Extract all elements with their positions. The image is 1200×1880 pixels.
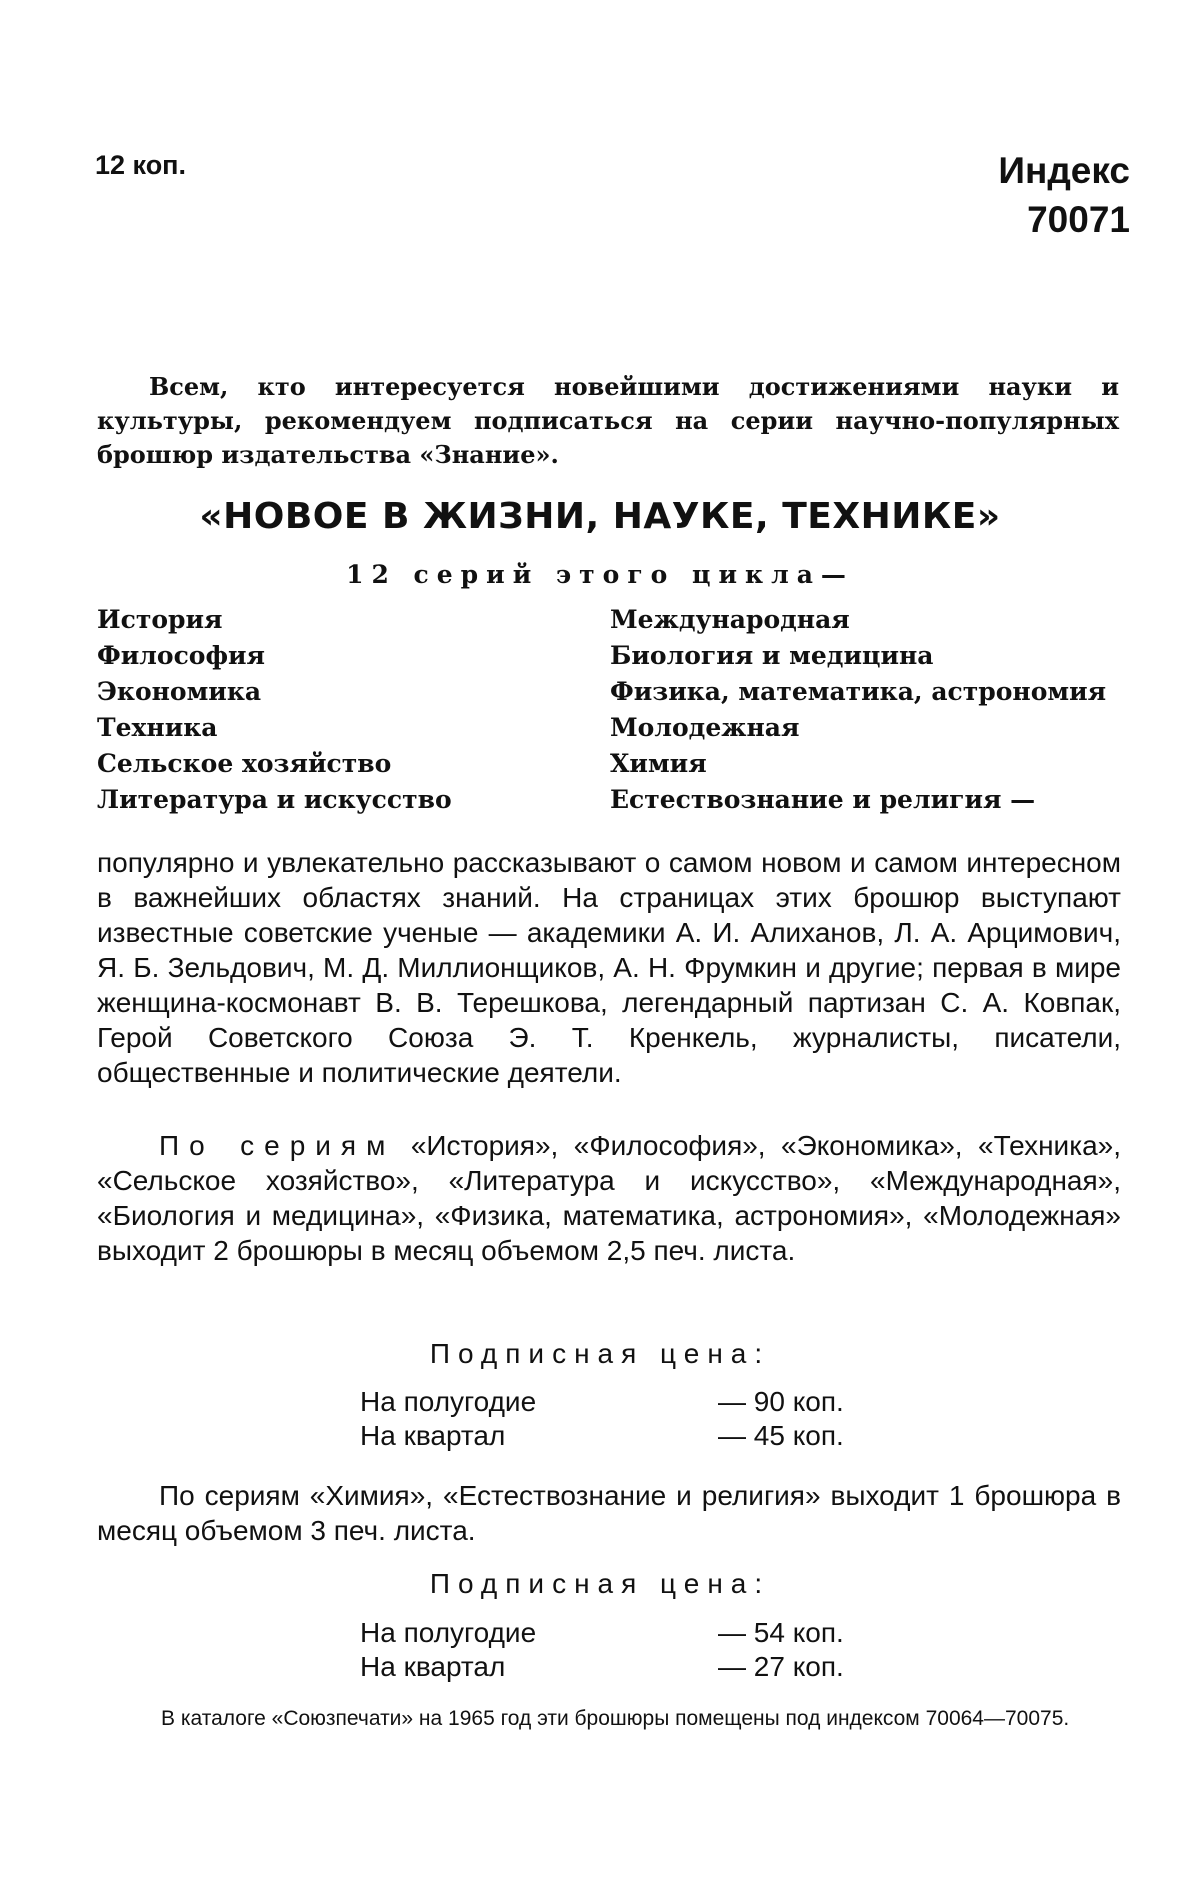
intro-paragraph: Всем, кто интересуется новейшими достижениями науки и культуры, рекомендуем подписаться на серии научно-популярных брошюр издательства «Знание». — [97, 372, 1119, 469]
subscription-price-heading: Подписная цена: — [429, 1568, 771, 1599]
series-item: Биология и медицина — [610, 641, 934, 670]
half-year-label: На полугодие — [360, 1386, 537, 1417]
series-item: Физика, математика, астрономия — [610, 677, 1107, 706]
series-item: Молодежная — [610, 713, 800, 742]
series-list-right — [610, 602, 1106, 818]
quarter-price: — 27 коп. — [718, 1651, 844, 1682]
subscription-index — [980, 146, 1130, 244]
half-year-price: — 90 коп. — [718, 1386, 844, 1417]
series-count-line: 12 серий этого цикла— — [346, 560, 854, 589]
spaced-lead: По сериям — [159, 1130, 396, 1161]
half-year-label: На полугодие — [360, 1617, 537, 1648]
catalog-footnote: В каталоге «Союзпечати» на 1965 год эти брошюры помещены под индексом 70064—70075. — [161, 1707, 1070, 1730]
series-item: Естествознание и религия — — [610, 785, 1036, 814]
series-list-left — [97, 602, 452, 818]
body-paragraph-1: популярно и увлекательно рассказывают о самом новом и самом интересном в важнейших областях знаний. На страницах этих брошюр выступают известные советские ученые — академики А. И. Алиханов, Л. А. Арцимович, Я. Б. Зельдович, М. Д. Миллионщиков, А. Н. Фрумкин и другие; первая в мире женщина-космонавт В. В. Терешкова, легендарный партизан С. А. Ковпак, Герой Советского Союза Э. Т. Кренкель, журналисты, писатели, общественные и политические деятели. — [97, 847, 1121, 1088]
series-item: Техника — [97, 713, 218, 742]
quarter-label: На квартал — [360, 1420, 506, 1451]
paragraph-text: «История», «Философия», «Экономика», «Техника», «Сельское хозяйство», «Литература и искусство», «Международная», «Биология и медицина», «Физика, математика, астрономия», «Молодежная» выходит 2 брошюры в месяц объемом 2,5 печ. листа. — [97, 1130, 1121, 1266]
series-item: История — [97, 605, 223, 634]
subscription-price-heading: Подписная цена: — [429, 1338, 771, 1369]
series-item: Международная — [610, 605, 850, 634]
series-item: Философия — [97, 641, 266, 670]
series-item: Химия — [610, 749, 707, 778]
quarter-label: На квартал — [360, 1651, 506, 1682]
cover-price: 12 коп. — [95, 150, 186, 180]
half-year-price: — 54 коп. — [718, 1617, 844, 1648]
series-item: Сельское хозяйство — [97, 749, 392, 778]
body-paragraph-3: По сериям «Химия», «Естествознание и религия» выходит 1 брошюра в месяц объемом 3 печ. листа. — [97, 1480, 1121, 1546]
quarter-price: — 45 коп. — [718, 1420, 844, 1451]
index-label: Индекс — [998, 150, 1130, 191]
series-item: Литература и искусство — [97, 785, 452, 814]
index-number: 70071 — [1027, 199, 1130, 240]
series-item: Экономика — [97, 677, 262, 706]
series-title: «НОВОЕ В ЖИЗНИ, НАУКЕ, ТЕХНИКЕ» — [199, 496, 1001, 537]
body-paragraph-2 — [97, 1128, 1121, 1268]
